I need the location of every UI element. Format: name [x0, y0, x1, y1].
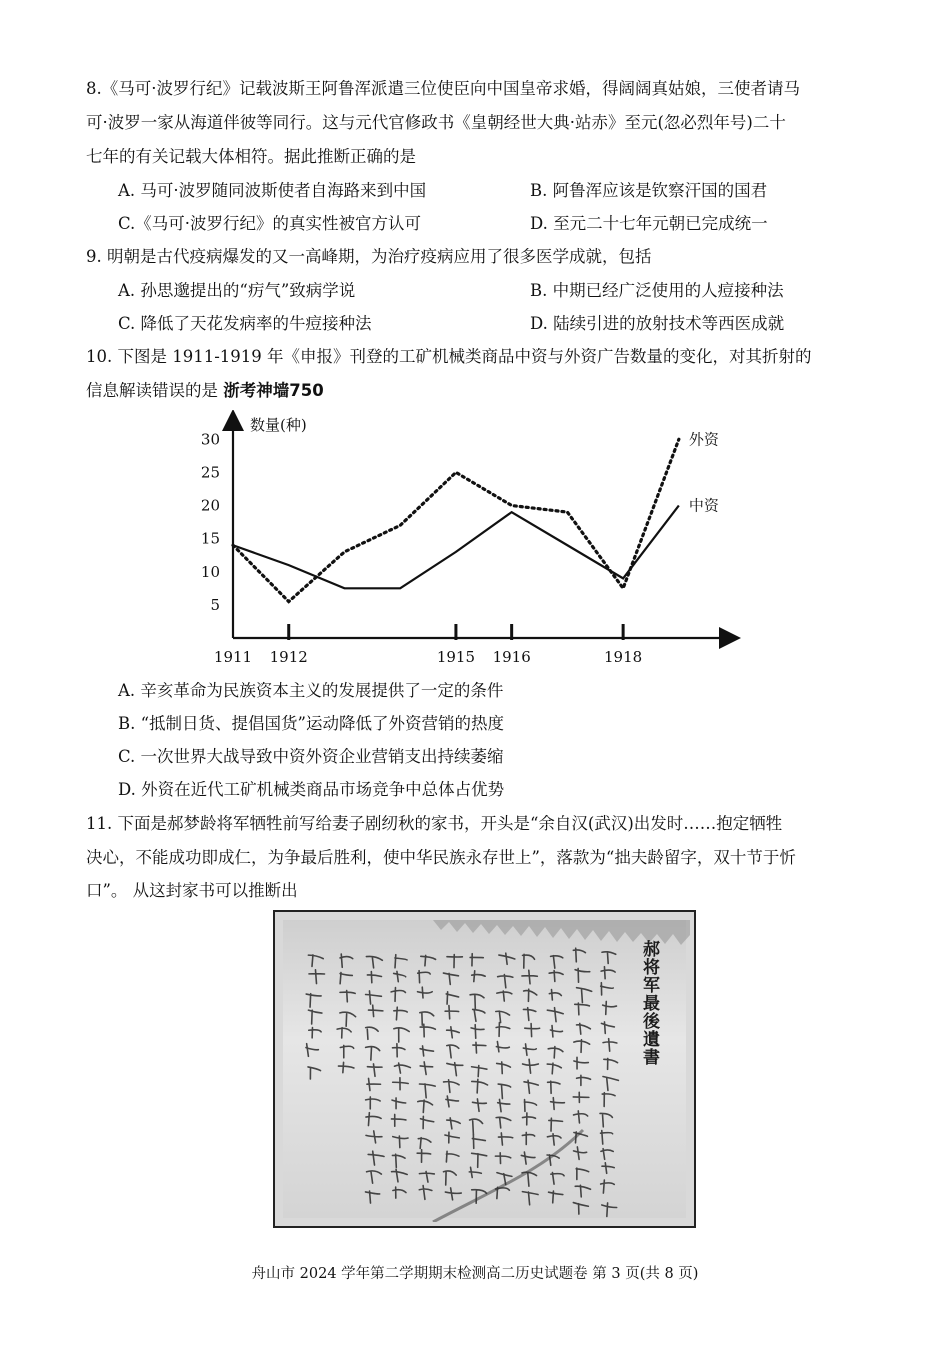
q10-option-a: A. 辛亥革命为民族资本主义的发展提供了一定的条件	[118, 681, 504, 700]
y-tick-label-20: 20	[200, 496, 220, 515]
y-tick-label-25: 25	[200, 463, 220, 482]
y-tick-label-10: 10	[200, 562, 220, 581]
q9-stem: 9. 明朝是古代疫病爆发的又一高峰期，为治疗疫病应用了很多医学成就，包括	[86, 247, 652, 266]
y-tick-label-30: 30	[200, 430, 220, 449]
letter-title: 郝将军最後遺書	[639, 940, 659, 1066]
q10-option-c: C. 一次世界大战导致中资外资企业营销支出持续萎缩	[118, 747, 504, 766]
q11-stem-line-3: 口”。 从这封家书可以推断出	[86, 881, 298, 900]
y-axis-label: 数量(种)	[250, 416, 307, 434]
series-label-foreign: 外资	[688, 430, 719, 449]
letter-photo	[273, 910, 696, 1228]
series-line-domestic	[233, 506, 679, 589]
q9-option-b: B. 中期已经广泛使用的人痘接种法	[530, 281, 784, 300]
ad-count-chart	[190, 410, 750, 670]
q10-stem-line-1: 10. 下图是 1911-1919 年《申报》刊登的工矿机械类商品中资与外资广告数量的变化，对其折射的	[86, 347, 812, 366]
chart-series	[233, 430, 720, 601]
q10-stem-line-2	[86, 380, 324, 402]
x-tick-label-1918: 1918	[604, 648, 643, 666]
handwriting-image	[283, 920, 690, 1222]
x-tick-label-1916: 1916	[492, 648, 531, 666]
x-tick-labels	[214, 624, 642, 666]
q8-option-b: B. 阿鲁浑应该是钦察汗国的国君	[530, 181, 768, 200]
q11-stem-line-1: 11. 下面是郝梦龄将军牺牲前写给妻子剧纫秋的家书，开头是“余自汉(武汉)出发时……抱定牺牲	[86, 814, 783, 833]
q8-option-d: D. 至元二十七年元朝已完成统一	[530, 214, 768, 233]
q9-option-c: C. 降低了天花发病率的牛痘接种法	[118, 314, 372, 333]
q8-stem-line-2: 可·波罗一家从海道伴彼等同行。这与元代官修政书《皇朝经世大典·站赤》至元(忽必烈年号)二十	[86, 113, 786, 132]
y-tick-label-5: 5	[210, 595, 220, 614]
series-label-domestic: 中资	[688, 496, 719, 515]
letter-paper	[283, 920, 686, 1218]
q9-option-a: A. 孙思邈提出的“疠气”致病学说	[118, 281, 356, 300]
y-tick-label-15: 15	[200, 529, 220, 548]
watermark-text: 浙考神墙750	[223, 381, 324, 400]
x-tick-label-1911: 1911	[213, 648, 253, 666]
series-line-foreign	[233, 439, 679, 601]
q9-option-d: D. 陆续引进的放射技术等西医成就	[530, 314, 785, 333]
q8-stem-line-3: 七年的有关记载大体相符。据此推断正确的是	[86, 147, 416, 166]
q8-stem-line-1: 8.《马可·波罗行纪》记载波斯王阿鲁浑派遣三位使臣向中国皇帝求婚，得阔阔真姑娘，三使者请马	[86, 79, 800, 98]
page-footer: 舟山市 2024 学年第二学期期末检测高二历史试题卷 第 3 页(共 8 页)	[251, 1266, 699, 1282]
x-tick-label-1912: 1912	[269, 648, 308, 666]
q8-option-c: C.《马可·波罗行纪》的真实性被官方认可	[118, 214, 422, 233]
q10-stem-text: 信息解读错误的是	[86, 381, 218, 400]
q8-option-a: A. 马可·波罗随同波斯使者自海路来到中国	[118, 181, 427, 200]
q10-option-b: B. “抵制日货、提倡国货”运动降低了外资营销的热度	[118, 714, 504, 733]
q10-option-d: D. 外资在近代工矿机械类商品市场竞争中总体占优势	[118, 780, 505, 799]
q11-stem-line-2: 决心，不能成功即成仁，为争最后胜利，使中华民族永存世上”，落款为“拙夫龄留字，双十节于忻	[86, 848, 796, 867]
y-tick-labels	[201, 430, 220, 614]
x-tick-label-1915: 1915	[436, 648, 476, 666]
